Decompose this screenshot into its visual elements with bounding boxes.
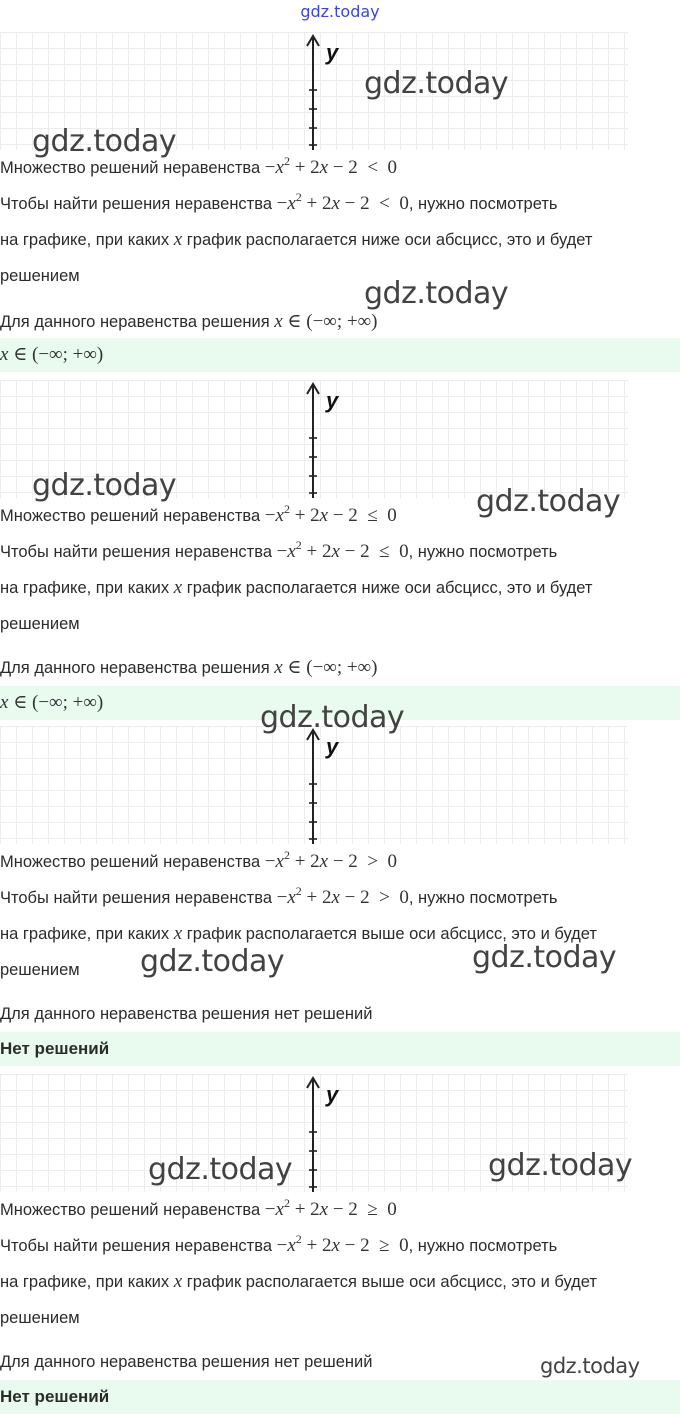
graph-line: на графике, при каких x график располагается выше оси абсцисс, это и будет [0,1271,597,1292]
answer-box-3 [0,1032,680,1066]
watermark: gdz.today [472,940,617,975]
solution-word: решением [0,615,80,633]
result-line: Для данного неравенства решения нет решений [0,1005,373,1023]
y-axis-label: y [326,734,339,759]
y-axis [304,380,328,498]
y-axis [304,726,328,844]
site-link[interactable]: gdz.today [300,2,380,21]
find-line: Чтобы найти решения неравенства $-x^2 + 2x - 2 \le 0$, нужно посмотреть [0,538,558,562]
watermark: gdz.today [140,944,285,979]
solution-title: Множество решений неравенства $-x^2 + 2x - 2 \ge 0$ [0,1196,397,1220]
answer-box-4 [0,1380,680,1414]
y-axis [304,32,328,150]
y-axis [304,1074,328,1192]
answer-box-1 [0,338,680,372]
find-line: Чтобы найти решения неравенства $-x^2 + 2x - 2 \ge 0$, нужно посмотреть [0,1232,558,1256]
result-line: Для данного неравенства решения x ∈ (−∞; +∞) [0,311,378,332]
watermark: gdz.today [488,1148,633,1183]
graph-line: на графике, при каких x график располагается ниже оси абсцисс, это и будет [0,229,593,250]
find-line: Чтобы найти решения неравенства $-x^2 + 2x - 2 > 0$, нужно посмотреть [0,884,558,908]
watermark: gdz.today [32,124,177,159]
solution-word: решением [0,267,80,285]
y-axis-label: y [326,40,339,65]
answer-value: Нет решений [0,1387,110,1406]
watermark: gdz.today [32,468,177,503]
result-line: Для данного неравенства решения нет решений [0,1353,373,1371]
result-line: Для данного неравенства решения x ∈ (−∞; +∞) [0,657,378,678]
answer-value: x ∈ (−∞; +∞) [0,692,104,713]
solution-title: Множество решений неравенства $-x^2 + 2x - 2 > 0$ [0,848,398,872]
solution-word: решением [0,961,80,979]
watermark: gdz.today [540,1354,640,1378]
answer-value: x ∈ (−∞; +∞) [0,344,104,365]
watermark: gdz.today [476,484,621,519]
watermark: gdz.today [148,1152,293,1187]
answer-value: Нет решений [0,1039,110,1058]
watermark: gdz.today [364,276,509,311]
graph-line: на графике, при каких x график располагается выше оси абсцисс, это и будет [0,923,597,944]
y-axis-label: y [326,1082,339,1107]
solution-title: Множество решений неравенства $-x^2 + 2x - 2 \le 0$ [0,502,397,526]
graph-line: на графике, при каких x график располагается ниже оси абсцисс, это и будет [0,577,593,598]
watermark: gdz.today [260,700,405,735]
solution-word: решением [0,1309,80,1327]
y-axis-label: y [326,388,339,413]
find-line: Чтобы найти решения неравенства $-x^2 + 2x - 2 < 0$, нужно посмотреть [0,190,558,214]
solution-title: Множество решений неравенства $-x^2 + 2x - 2 < 0$ [0,154,398,178]
watermark: gdz.today [364,66,509,101]
